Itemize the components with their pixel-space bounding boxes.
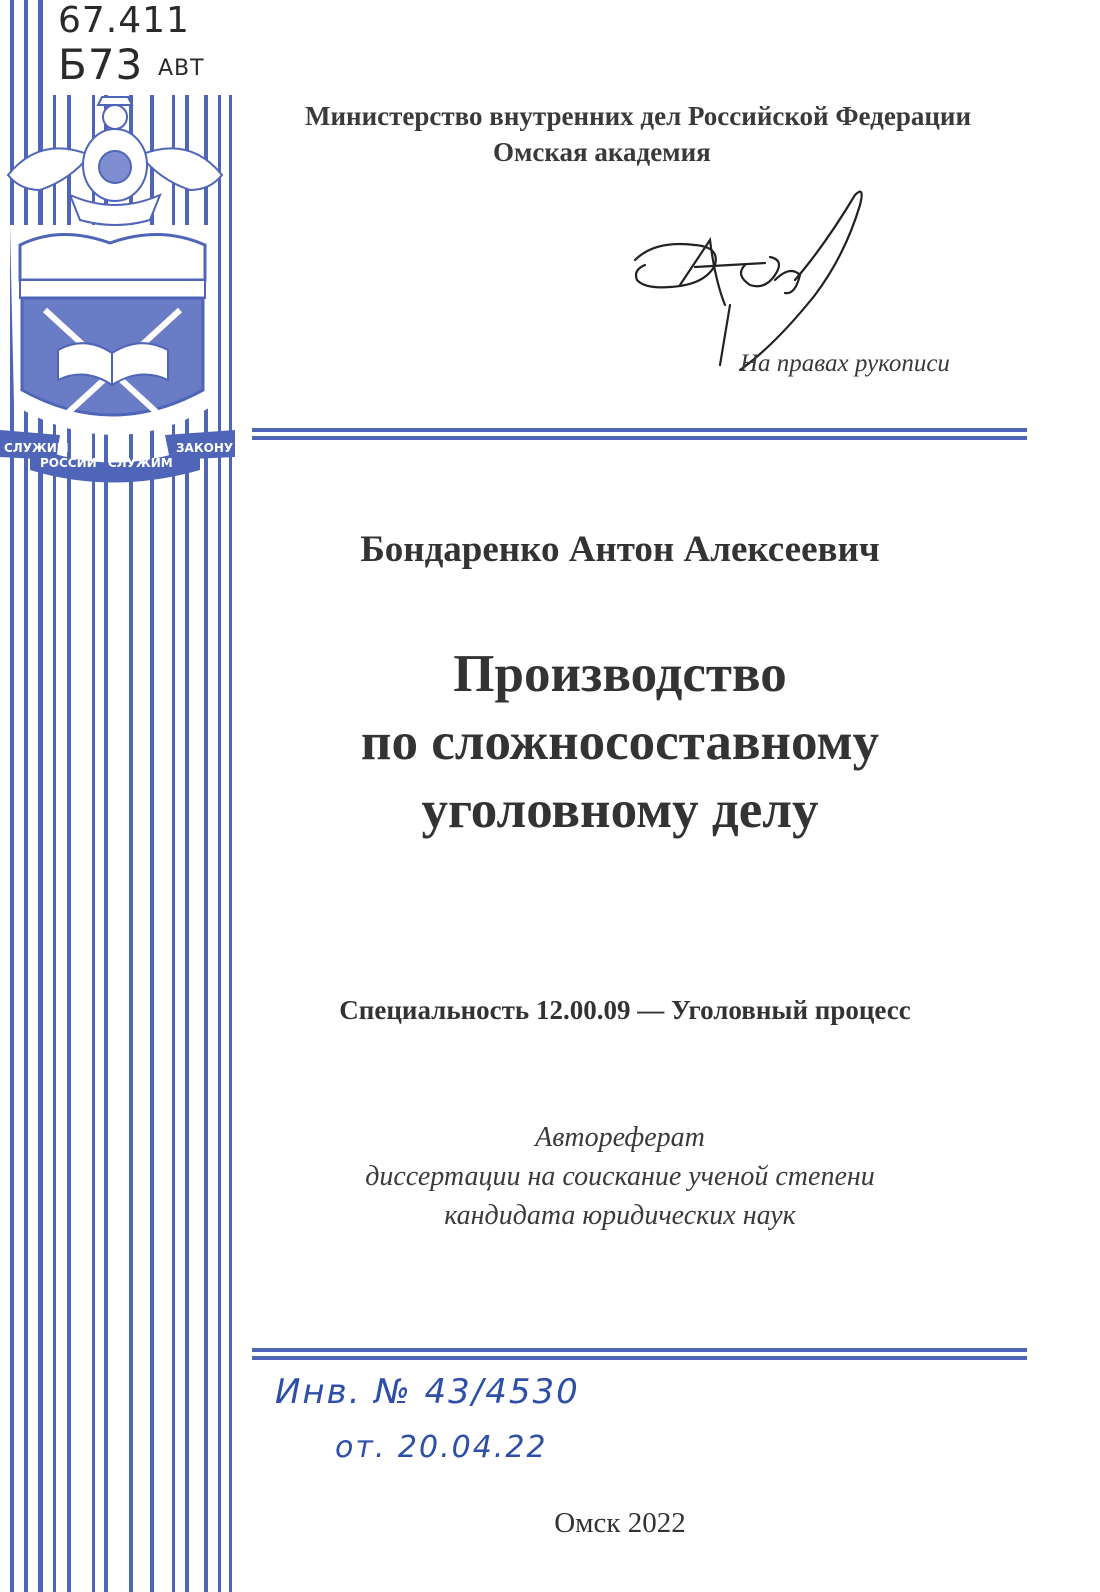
abstract-description (240, 1118, 1000, 1235)
ribbon-left-text: СЛУЖИМ (4, 441, 69, 455)
ribbon-mid1-text: РОССИИ (40, 456, 97, 470)
inventory-date: от. 20.04.22 (335, 1430, 548, 1465)
abstract-line-3: кандидата юридических наук (444, 1200, 796, 1231)
title-line-2: по сложносоставному (360, 713, 880, 771)
abstract-line-2: диссертации на соискание ученой степени (365, 1161, 875, 1192)
ribbon-mid2-text: СЛУЖИМ (108, 456, 173, 470)
motto-ribbon (0, 430, 235, 483)
inventory-number: Инв. № 43/4530 (275, 1372, 580, 1412)
eagle-icon (8, 97, 222, 225)
header-block (248, 98, 1028, 170)
title-line-1: Производство (453, 645, 787, 703)
abstract-line-1: Автореферат (535, 1122, 705, 1153)
specialty-line: Специальность 12.00.09 — Уголовный процесс (339, 995, 911, 1025)
manuscript-note: На правах рукописи (740, 350, 950, 377)
shield-icon (20, 234, 205, 420)
ministry-name: Министерство внутренних дел Российской Федерации (304, 101, 972, 131)
city-year: Омск 2022 (554, 1507, 686, 1539)
author-name: Бондаренко Антон Алексеевич (360, 529, 880, 570)
shelf-mark-line2: Б73 (58, 40, 144, 89)
shelf-mark-suffix: АВТ (158, 56, 205, 81)
title-line-3: уголовному делу (421, 781, 819, 839)
academy-name: Омская академия (493, 137, 711, 167)
shelf-mark-line1: 67.411 (58, 0, 190, 41)
dissertation-title (240, 640, 1000, 844)
academy-emblem (0, 95, 240, 485)
ribbon-right-text: ЗАКОНУ (176, 441, 234, 455)
